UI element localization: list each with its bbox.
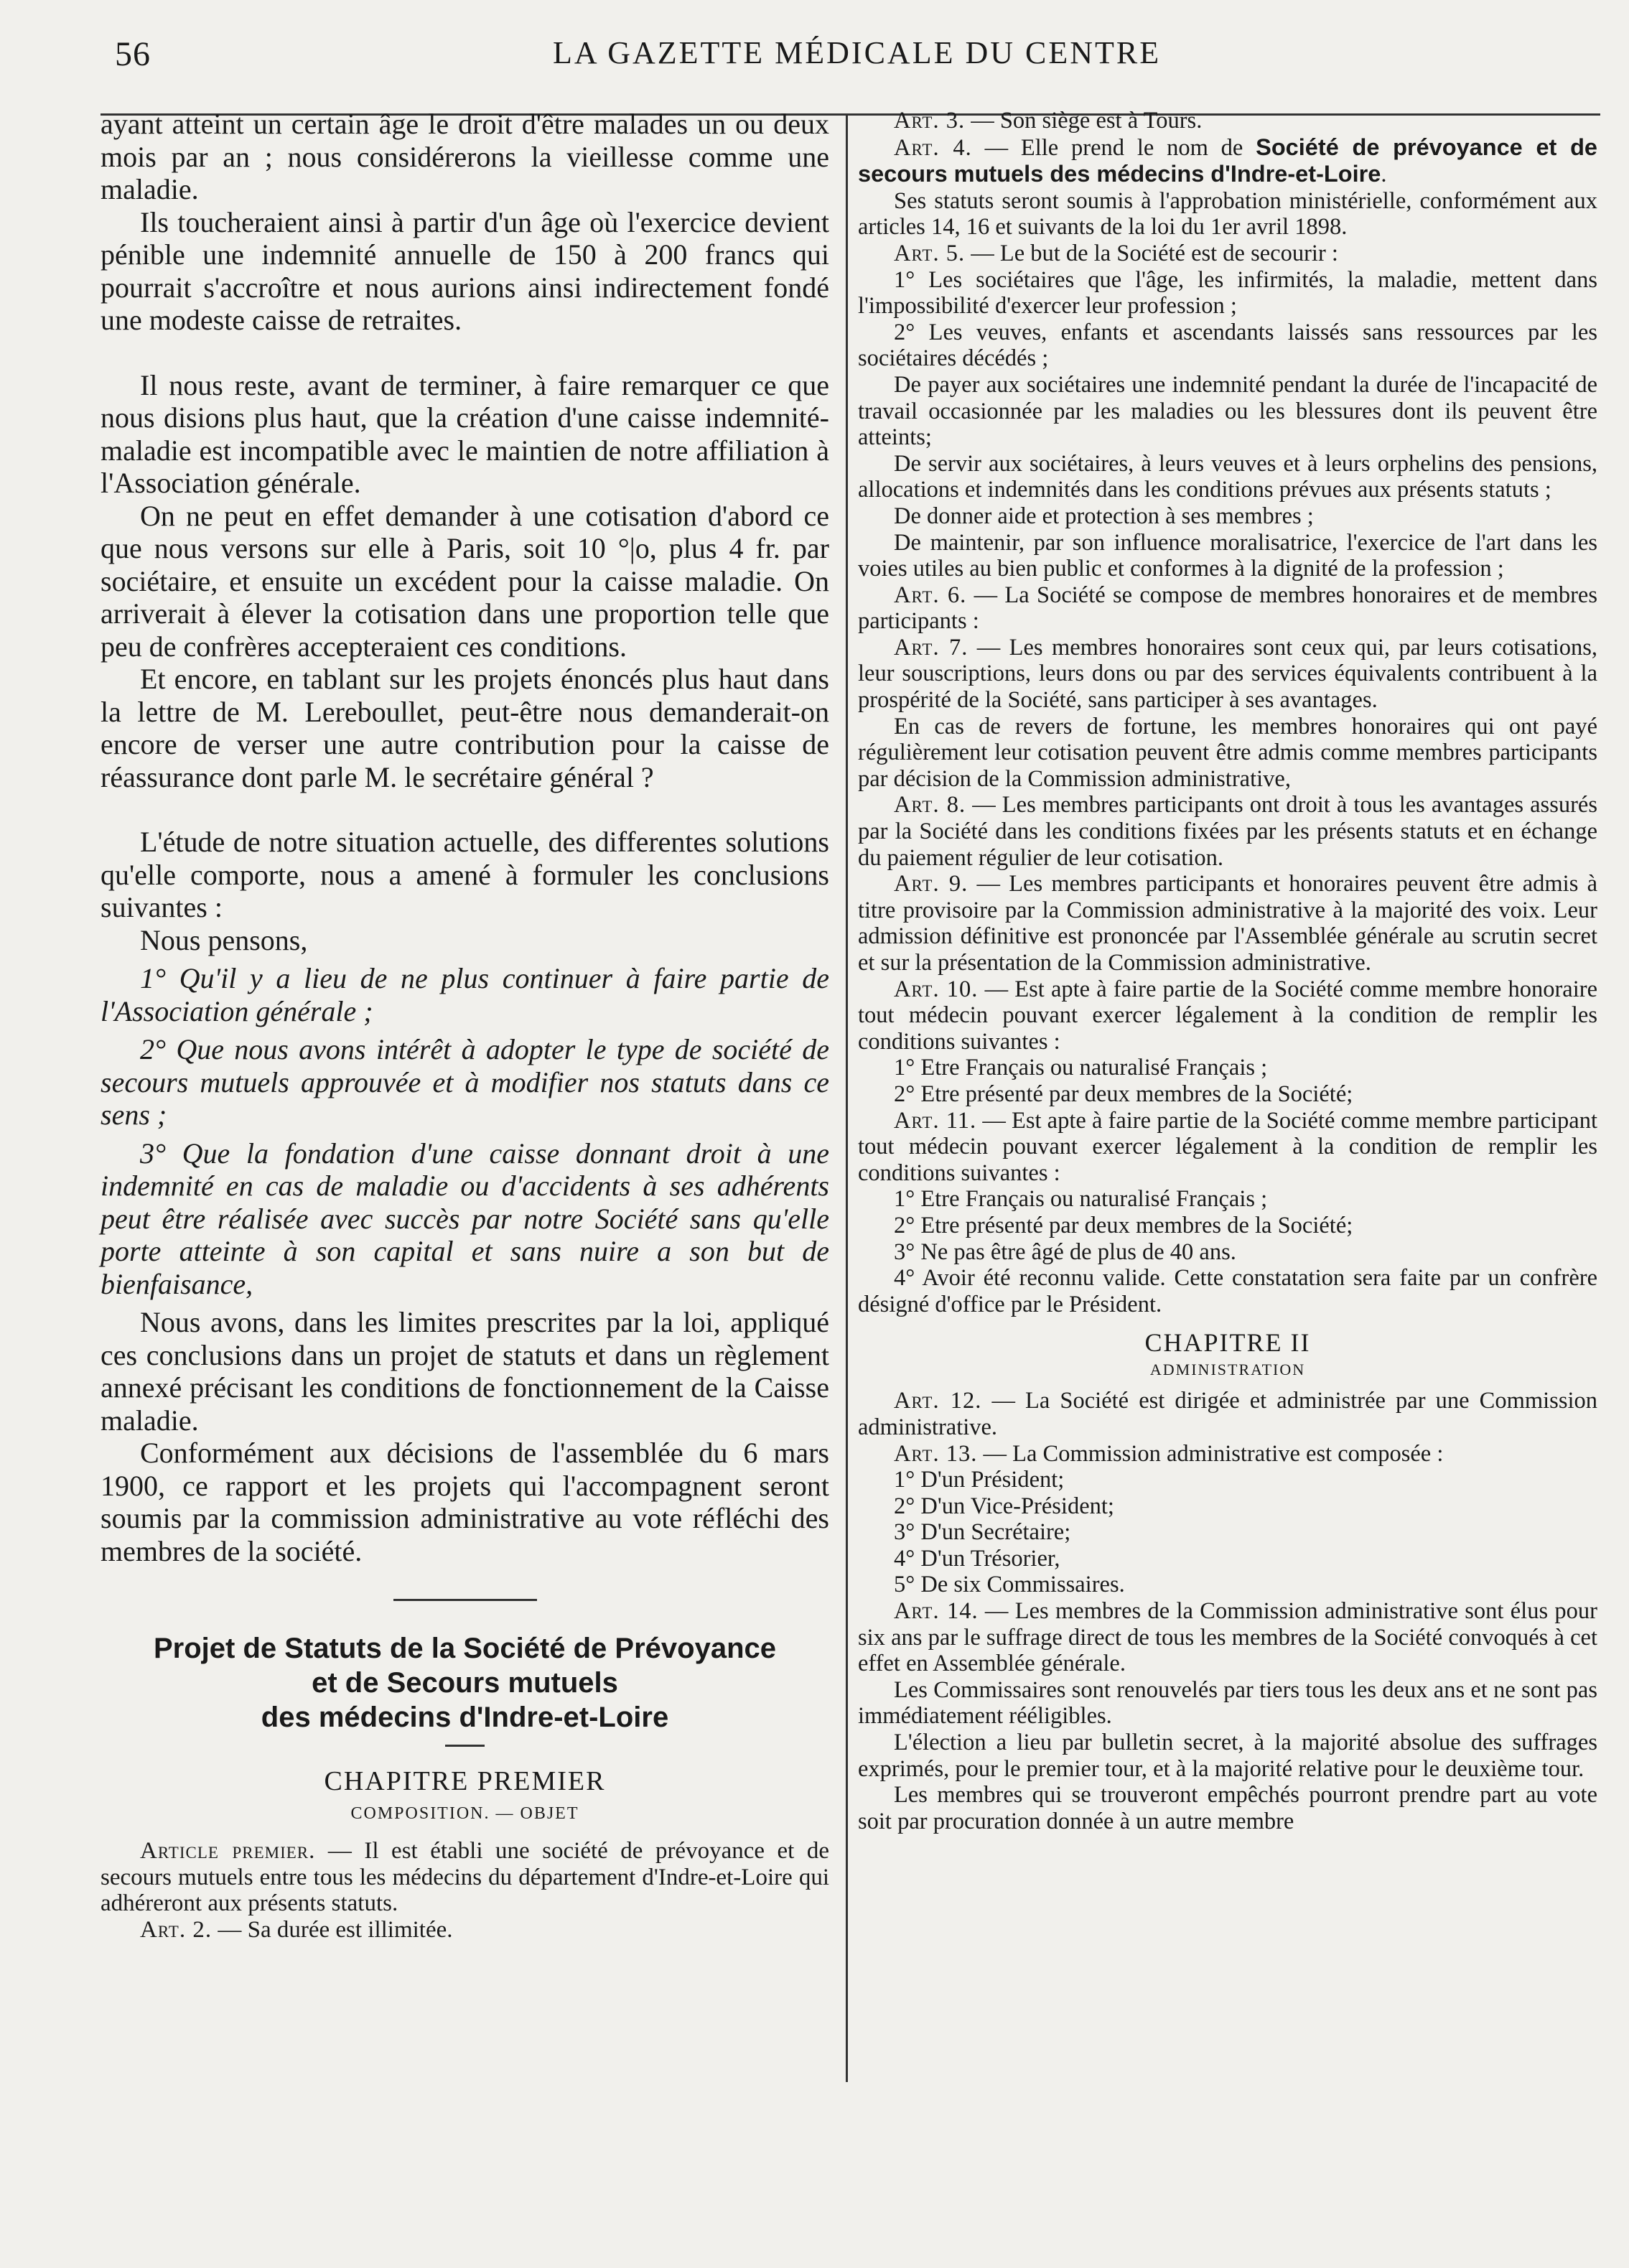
list-item: 1° D'un Président;: [894, 1467, 1065, 1493]
journal-title: LA GAZETTE MÉDICALE DU CENTRE: [553, 35, 1162, 70]
spacer: [101, 793, 829, 826]
article-label: Art. 6.: [894, 582, 967, 608]
paragraph: Conformément aux décisions de l'assemblée du 6 mars 1900, ce rapport et les projets qui l'accompagnent seront soumis par la commission administrative au vote réfléchi des membres de la société.: [101, 1437, 829, 1567]
article-label: Art. 11.: [894, 1107, 977, 1134]
section-separator: [393, 1599, 537, 1601]
conclusion-item: 3° Que la fondation d'une caisse donnant droit à une indemnité en cas de maladie ou d'accidents à ses adhérents peut être réalisée avec succès par notre Société sans qu'elle porte atteinte à son capital et sans nuire a son but de bienfaisance,: [101, 1137, 829, 1300]
list-item: 5° De six Commissaires.: [894, 1572, 1125, 1598]
list-item: 3° D'un Secrétaire;: [894, 1519, 1071, 1546]
list-item: 2° Etre présenté par deux membres de la Société;: [894, 1212, 1353, 1238]
article-label: Article premier.: [140, 1838, 316, 1864]
paragraph: Les membres qui se trouveront empêchés pourront prendre part au vote soit par procuration donnée à un autre membre: [858, 1782, 1597, 1834]
paragraph: Nous avons, dans les limites prescrites par la loi, appliqué ces conclusions dans un projet de statuts et dans un règlement annexé précisant les conditions de fonctionnement de la Caisse maladie.: [101, 1306, 829, 1437]
chapter-2-subtitle: ADMINISTRATION: [1149, 1361, 1306, 1379]
chapter-subtitle: COMPOSITION. — OBJET: [350, 1804, 579, 1823]
list-item: 2° Les veuves, enfants et ascendants laissés sans ressources par les sociétaires décédés ;: [858, 319, 1597, 372]
article-label: Art. 4.: [894, 134, 972, 161]
list-item: 4° D'un Trésorier,: [894, 1545, 1060, 1572]
paragraph: On ne peut en effet demander à une cotisation d'abord ce que nous versons sur elle à Paris, soit 10 °|o, plus 4 fr. par sociétaire, et ensuite un excédent pour la caisse maladie. On arriverait à élever la cotisation dans une proportion telle que peu de confrères accepteraient ces conditions.: [101, 499, 829, 663]
list-item: 1° Etre Français ou naturalisé Français ;: [894, 1055, 1268, 1081]
article-text: — Elle prend le nom de: [971, 134, 1256, 161]
project-title-line: Projet de Statuts de la Société de Prévoyance: [154, 1633, 776, 1664]
article-2: [101, 1917, 829, 1943]
article-text: — Les membres honoraires sont ceux qui, par leurs cotisations, leur souscriptions, leurs dons ou par des services équivalents contribuent à la prospérité de la Société, sans participer à ses avantages.: [858, 634, 1597, 714]
article-label: Art. 14.: [894, 1598, 979, 1625]
article-text: — Le but de la Société est de secourir :: [965, 240, 1338, 266]
article-text: — La Société se compose de membres honoraires et de membres participants :: [858, 582, 1597, 635]
article-13: [858, 1441, 1597, 1467]
article-10: [858, 976, 1597, 1055]
list-item: 2° Etre présenté par deux membres de la Société;: [894, 1081, 1353, 1107]
article-4: [858, 134, 1597, 188]
paragraph: Nous pensons,: [140, 923, 308, 956]
article-text: — Les membres participants ont droit à tous les avantages assurés par la Société dans les conditions fixées par les présents statuts et en échange du paiement régulier de leur cotisation.: [858, 792, 1598, 871]
article-label: Art. 5.: [894, 240, 966, 266]
page-number: 56: [115, 35, 151, 73]
paragraph: Et encore, en tablant sur les projets énoncés plus haut dans la lettre de M. Lereboullet, peut-être nous demanderait-on encore de verser une autre contribution pour la caisse de réassurance dont parle M. le secrétaire général ?: [101, 663, 829, 793]
left-column: [101, 108, 829, 1943]
article-3: [858, 108, 1597, 134]
article-label: Art. 10.: [894, 976, 979, 1002]
article-text: — Les membres participants et honoraires peuvent être admis à titre provisoire par la Commission administrative à la majorité des voix. Leur admission définitive est prononcée par l'Assemblée générale au scrutin secret et sur la présentation de la Commission administrative.: [858, 871, 1597, 976]
article-text: — Est apte à faire partie de la Société comme membre honoraire tout médecin pouvant exercer légalement à la condition de remplir les conditions suivantes :: [858, 976, 1598, 1055]
paragraph: ayant atteint un certain âge le droit d'être malades un ou deux mois par an ; nous considérerons la vieillesse comme une maladie.: [101, 108, 829, 205]
article-14: [858, 1598, 1597, 1677]
list-item: 1° Etre Français ou naturalisé Français ;: [894, 1186, 1268, 1213]
article-7: [858, 635, 1597, 714]
article-9: [858, 871, 1597, 976]
article-label: Art. 12.: [894, 1388, 982, 1414]
list-item: 2° D'un Vice-Président;: [894, 1493, 1114, 1519]
article-label: Art. 2.: [140, 1916, 213, 1943]
list-item: 4° Avoir été reconnu valide. Cette constatation sera faite par un confrère désigné d'office par le Président.: [858, 1265, 1597, 1317]
article-text: .: [1381, 162, 1387, 188]
chapter-title: CHAPITRE PREMIER: [324, 1766, 606, 1796]
chapter-2-title: CHAPITRE II: [1144, 1328, 1311, 1358]
article-6: [858, 582, 1597, 635]
article-text: — La Commission administrative est composée :: [977, 1440, 1444, 1467]
article-11: [858, 1108, 1597, 1187]
article-text: — Il est établi une société de prévoyance et de secours mutuels entre tous les médecins du département d'Indre-et-Loire qui adhéreront aux présents statuts.: [101, 1838, 829, 1917]
conclusion-item: 2° Que nous avons intérêt à adopter le type de société de secours mutuels approuvée et à modifier nos statuts dans ce sens ;: [101, 1033, 829, 1131]
article-label: Art. 3.: [894, 108, 966, 134]
project-title-line: des médecins d'Indre-et-Loire: [261, 1702, 669, 1733]
right-column: [858, 108, 1597, 1834]
list-item: De donner aide et protection à ses membres ;: [894, 503, 1314, 529]
article-1: [101, 1838, 829, 1917]
article-label: Art. 7.: [894, 634, 968, 661]
article-text: — Les membres de la Commission administrative sont élus pour six ans par le suffrage direct de tous les membres de la Société convoqués à cet effet en Assemblée générale.: [858, 1598, 1597, 1677]
paragraph: En cas de revers de fortune, les membres honoraires qui ont payé régulièrement leur cotisation peuvent être admis comme membres participants par décision de la Commission administrative,: [858, 713, 1597, 792]
page-header: [0, 34, 1629, 85]
list-item: 1° Les sociétaires que l'âge, les infirmités, la maladie, mettent dans l'impossibilité d'exercer leur profession ;: [858, 266, 1597, 319]
title-dash: [445, 1745, 485, 1747]
column-divider: [846, 115, 848, 2082]
conclusion-item: 1° Qu'il y a lieu de ne plus continuer à faire partie de l'Association générale ;: [101, 962, 829, 1027]
article-8: [858, 792, 1597, 871]
article-12: [858, 1388, 1597, 1440]
list-item: De servir aux sociétaires, à leurs veuves et à leurs orphelins des pensions, allocations et indemnités dans les conditions prévues aux présents statuts ;: [858, 450, 1597, 503]
article-text: — Est apte à faire partie de la Société comme membre participant tout médecin pouvant exercer légalement à la condition de remplir les conditions suivantes :: [858, 1107, 1597, 1186]
project-title: [101, 1631, 829, 1735]
paragraph: L'élection a lieu par bulletin secret, à la majorité absolue des suffrages exprimés, pour le premier tour, et à la majorité relative pour le deuxième tour.: [858, 1730, 1597, 1782]
article-label: Art. 8.: [894, 792, 966, 818]
article-text: — Sa durée est illimitée.: [212, 1916, 453, 1943]
list-item: 3° Ne pas être âgé de plus de 40 ans.: [894, 1238, 1236, 1265]
paragraph: Les Commissaires sont renouvelés par tiers tous les deux ans et ne sont pas immédiatement rééligibles.: [858, 1676, 1597, 1730]
paragraph: Ses statuts seront soumis à l'approbation ministérielle, conformément aux articles 14, 16 et suivants de la loi du 1er avril 1898.: [858, 187, 1597, 241]
paragraph: Il nous reste, avant de terminer, à faire remarquer ce que nous disions plus haut, que la création d'une caisse indemnité-maladie est incompatible avec le maintien de notre affiliation à l'Association générale.: [101, 368, 829, 499]
paragraph: L'étude de notre situation actuelle, des differentes solutions qu'elle comporte, nous a amené à formuler les conclusions suivantes :: [101, 826, 829, 923]
paragraph: Ils toucheraient ainsi à partir d'un âge où l'exercice devient pénible une indemnité annuelle de 150 à 200 francs qui pourrait s'accroître et nous aurions ainsi indirectement fondé une modeste caisse de retraites.: [101, 205, 829, 336]
society-name: Société de prévoyance et de secours mutuels des médecins d'Indre-et-Loire: [858, 134, 1597, 187]
list-item: De maintenir, par son influence moralisatrice, l'exercice de l'art dans les voies utiles au bien public et conformes à la dignité de la profession ;: [858, 529, 1597, 582]
spacer: [101, 337, 829, 369]
article-label: Art. 13.: [894, 1440, 978, 1467]
project-title-line: et de Secours mutuels: [312, 1667, 618, 1699]
list-item: De payer aux sociétaires une indemnité pendant la durée de l'incapacité de travail occasionnée par les maladies ou les blessures dont ils peuvent être atteints;: [858, 371, 1597, 451]
article-5: [858, 241, 1597, 267]
article-text: — La Société est dirigée et administrée par une Commission administrative.: [858, 1388, 1597, 1440]
article-label: Art. 9.: [894, 871, 968, 897]
article-text: — Son siège est à Tours.: [965, 108, 1203, 134]
